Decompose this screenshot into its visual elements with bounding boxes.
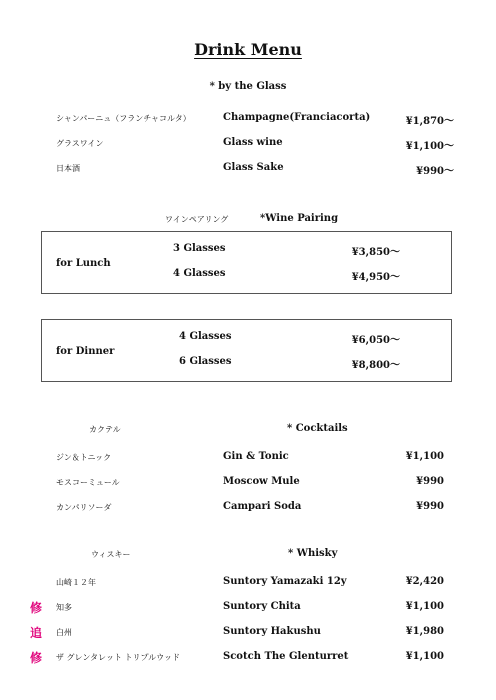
item-jp-name: 白州: [56, 628, 72, 637]
item-en-name: Scotch The Glenturret: [223, 651, 349, 662]
item-price: ¥1,980: [405, 626, 444, 637]
note-mark: 修: [30, 651, 43, 665]
item-en-name: Gin & Tonic: [223, 451, 289, 462]
item-price: ¥990～: [416, 166, 454, 177]
pairing-option-name: 4 Glasses: [179, 331, 232, 342]
item-price: ¥1,870～: [405, 116, 454, 127]
pairing-option-price: ¥3,850～: [351, 247, 400, 258]
by-glass-heading: * by the Glass: [209, 81, 287, 92]
pairing-option-price: ¥6,050～: [351, 335, 400, 346]
item-en-name: Champagne(Franciacorta): [223, 112, 371, 123]
dinner-pairing-box: [41, 319, 452, 382]
lunch-label: for Lunch: [56, 258, 111, 269]
wine-pairing-heading-en: *Wine Pairing: [260, 213, 339, 224]
note-mark: 追: [30, 626, 43, 640]
item-price: ¥1,100: [405, 451, 444, 462]
item-price: ¥2,420: [405, 576, 444, 587]
pairing-option-name: 6 Glasses: [179, 356, 232, 367]
whisky-heading-jp: ウィスキー: [91, 550, 131, 559]
item-jp-name: ザ グレンタレット トリプルウッド: [56, 653, 181, 662]
item-en-name: Glass wine: [223, 137, 283, 148]
item-price: ¥990: [416, 501, 444, 512]
item-jp-name: ジン＆トニック: [56, 453, 112, 462]
item-jp-name: モスコーミュール: [56, 478, 120, 487]
item-price: ¥1,100: [405, 651, 444, 662]
item-price: ¥990: [416, 476, 444, 487]
cocktails-heading-en: * Cocktails: [287, 423, 348, 434]
item-price: ¥1,100: [405, 601, 444, 612]
menu-title: Drink Menu: [194, 40, 302, 59]
item-price: ¥1,100～: [405, 141, 454, 152]
item-jp-name: カンパリソーダ: [56, 503, 112, 512]
item-jp-name: グラスワイン: [56, 139, 104, 148]
item-jp-name: 知多: [56, 603, 72, 612]
item-jp-name: 山崎１２年: [56, 578, 96, 587]
dinner-label: for Dinner: [56, 346, 115, 357]
item-en-name: Campari Soda: [223, 501, 302, 512]
item-en-name: Suntory Hakushu: [223, 626, 321, 637]
item-en-name: Moscow Mule: [223, 476, 300, 487]
pairing-option-price: ¥8,800～: [351, 360, 400, 371]
item-jp-name: 日本酒: [56, 164, 80, 173]
pairing-option-name: 3 Glasses: [173, 243, 226, 254]
note-mark: 修: [30, 601, 43, 615]
cocktails-heading-jp: カクテル: [89, 425, 121, 434]
item-en-name: Suntory Yamazaki 12y: [223, 576, 347, 587]
pairing-option-name: 4 Glasses: [173, 268, 226, 279]
whisky-heading-en: * Whisky: [288, 548, 338, 559]
pairing-option-price: ¥4,950～: [351, 272, 400, 283]
lunch-pairing-box: [41, 231, 452, 294]
item-en-name: Suntory Chita: [223, 601, 301, 612]
item-jp-name: シャンパーニュ（フランチャコルタ）: [56, 114, 191, 123]
wine-pairing-heading-jp: ワインペアリング: [165, 215, 229, 224]
item-en-name: Glass Sake: [223, 162, 284, 173]
